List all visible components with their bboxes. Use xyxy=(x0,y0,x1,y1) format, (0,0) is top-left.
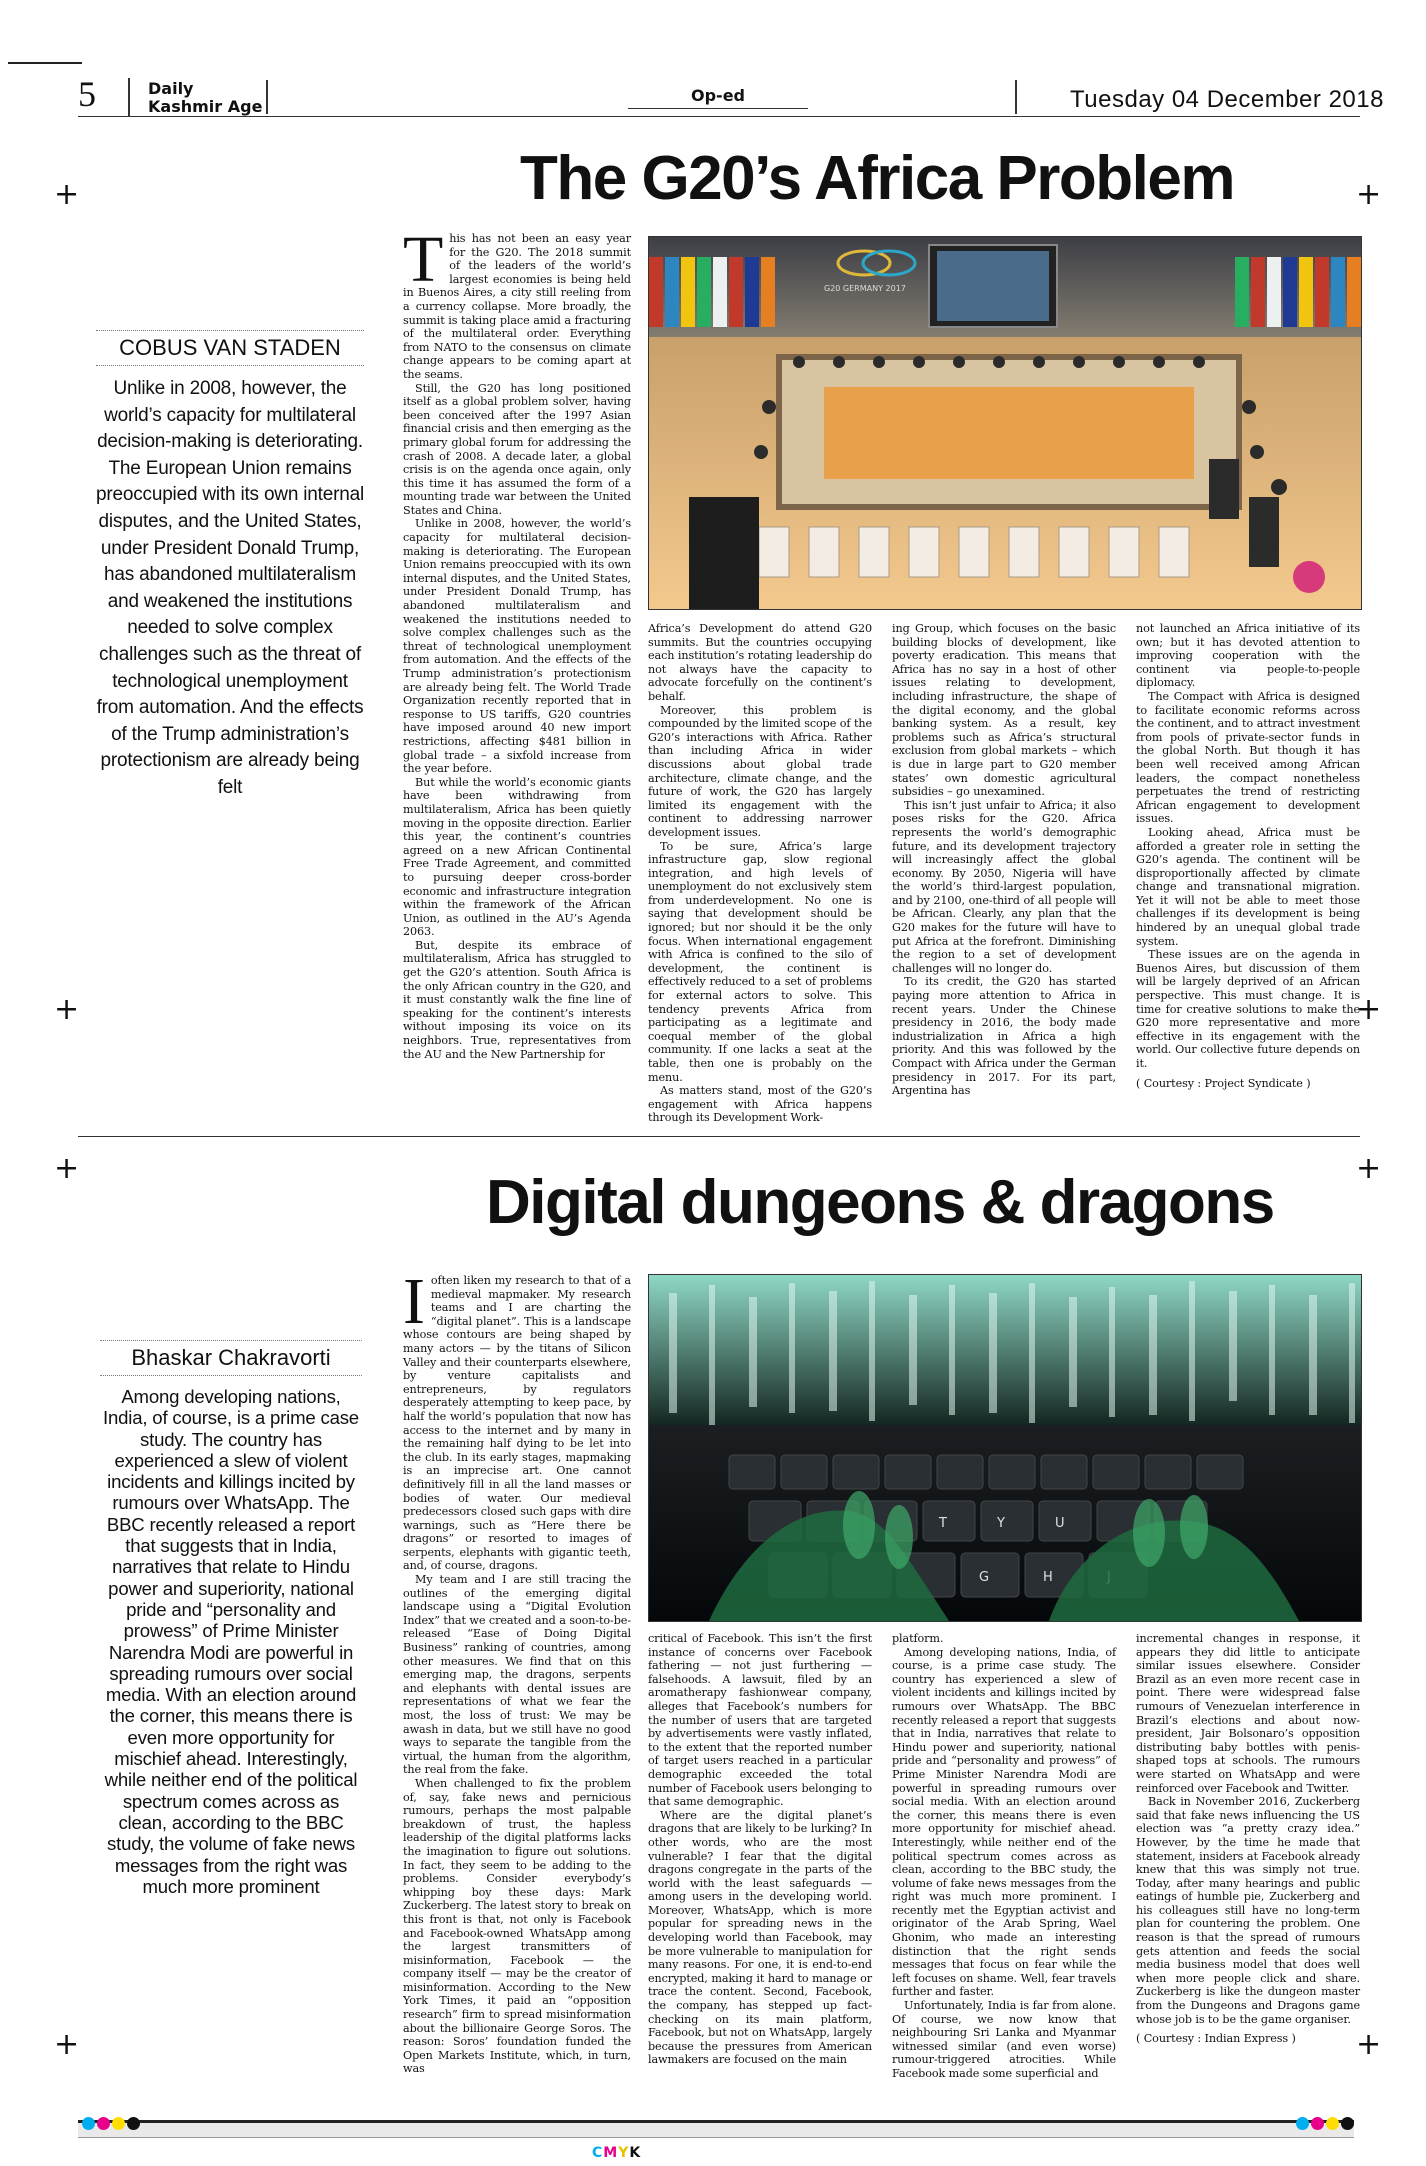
article1-author: COBUS VAN STADEN xyxy=(96,330,364,366)
registration-mark: + xyxy=(54,992,80,1027)
black-dot xyxy=(1341,2117,1354,2130)
article1-paragraph: Looking ahead, Africa must be afforded a greater role in setting the G20’s agenda. The continent will be disproportionally affected by climate change and transnational migration. Yet it will not be able to meet those challenges if its development is being hindered by an unequal global trade system. xyxy=(1136,825,1360,948)
registration-mark: + xyxy=(1356,177,1382,212)
key-label: T xyxy=(939,1516,947,1531)
article2-pull-quote: Among developing nations, India, of course, is a prime case study. The country has experienced a slew of violent incidents and killings incited by rumours over WhatsApp. The BBC recently released a report that suggests that in India, narratives that relate to Hindu power and superiority, national pride and “personality and prowess” of Prime Minister Narendra Modi are powerful in spreading rumours over social media. With an election around the corner, this means there is even more opportunity for mischief ahead. Interestingly, while neither end of the political spectrum comes across as clean, according to the BBC study, the volume of fake news messages from the right was much more prominent xyxy=(103,1386,359,1897)
page-number: 5 xyxy=(78,74,96,114)
article2-photo-keyboard xyxy=(648,1274,1362,1622)
article2-credit: ( Courtesy : Indian Express ) xyxy=(1136,2032,1296,2046)
article2-paragraph: critical of Facebook. This isn’t the first instance of concerns over Facebook fathering — not just furthering — falsehoods. A lawsuit, filed by an aromatherapy fashionwear company, alleges that Facebook’s numbers for the number of users that are targeted by advertisements were vastly inflated, to the extent that the reported number of target users reached in a particular demographic exceeded the total number of Facebook users belonging to that same demographic. xyxy=(648,1632,872,1809)
article2-column-3 xyxy=(892,1632,1116,2102)
article1-paragraph: Still, the G20 has long positioned itself as a global problem solver, having been conceived after the 1997 Asian financial crisis and then emerging as the primary global forum for addressing the crash of 2008. A decade later, a global crisis is on the agenda once again, only this time it has assumed the form of a mounting trade war between the United States and China. xyxy=(403,381,631,517)
cmyk-letter-m: M xyxy=(603,2145,619,2161)
top-rule xyxy=(8,62,82,64)
masthead-divider xyxy=(1015,80,1017,114)
article1-column-1 xyxy=(403,223,631,1084)
yellow-dot xyxy=(112,2117,125,2130)
article1-paragraph: These issues are on the agenda in Buenos Aires, but discussion of them will be largely deprived of an African perspective. This must change. It is time for creative solutions to make the G20 more representative and more effective in its engagement with the world. Our collective future depends on it. xyxy=(1136,948,1360,1070)
magenta-dot xyxy=(97,2117,110,2130)
cmyk-letter-y: Y xyxy=(618,2145,630,2161)
article2-paragraph: When challenged to fix the problem of, say, fake news and pernicious rumours, perhaps the most palpable breakdown of trust, the hapless leadership of the digital platforms lacks the imagination to figure out solutions. In fact, they seem to be adding to the problems. Consider everybody’s whipping boy these days: Mark Zuckerberg. The latest story to break on this front is that, not only is Facebook and Facebook-owned WhatsApp among the largest transmitters of misinformation, Facebook — the company itself — may be the creator of misinformation. According to the New York Times, it paid an “opposition research” firm to spread misinformation about the billionaire George Soros. The reason: Soros’ foundation funded the Open Markets Institute, which, in turn, was xyxy=(403,1776,631,2076)
article2-dropcap: I xyxy=(403,1265,425,1338)
article1-photo-g20-summit xyxy=(648,236,1362,610)
key-label: H xyxy=(1043,1570,1053,1585)
article2-paragraph: Among developing nations, India, of course, is a prime case study. The country has experienced a slew of violent incidents and killings incited by rumours over WhatsApp. The BBC recently released a report that suggests that in India, narratives that relate to Hindu power and superiority, national pride and “personality and prowess” of Prime Minister Narendra Modi are powerful in spreading rumours over social media. With an election around the corner, this means there is even more opportunity for mischief ahead. Interestingly, while neither end of the political spectrum comes across as clean, according to the BBC study, the volume of fake news messages from the right was much more prominent. I recently met the Egyptian activist and originator of the Arab Spring, Wael Ghonim, who made an interesting distinction that the right sends messages that focus on fear while the left focuses on shame. Well, fear travels further and faster. xyxy=(892,1645,1116,1999)
article1-column-2 xyxy=(648,622,872,1125)
magenta-dot xyxy=(1311,2117,1324,2130)
key-label: Y xyxy=(997,1516,1005,1531)
cmyk-letter-c: C xyxy=(592,2145,604,2161)
article1-paragraph: The Compact with Africa is designed to facilitate economic reforms across the continent, and to attract investment from pools of private-sector funds in the global North. But though it has been well received among African leaders, the compact nonetheless perpetuates the trend of restricting African engagement to development issues. xyxy=(1136,689,1360,826)
article1-pull-quote: Unlike in 2008, however, the world’s capacity for multilateral decision-making is deteriorating. The European Union remains preoccupied with its own internal disputes, and the United States, under President Donald Trump, has abandoned multilateralism and weakened the institutions needed to solve complex challenges such as the threat of technological unemployment from automation. And the effects of the Trump administration’s protectionism are already being felt xyxy=(96,378,364,798)
article1-paragraph: To its credit, the G20 has started paying more attention to Africa in recent years. Under the Chinese presidency in 2016, the body made industrialization in Africa a high priority. And this was followed by the Compact with Africa under the German presidency in 2017. For its part, Argentina has xyxy=(892,975,1116,1098)
article1-paragraph: ing Group, which focuses on the basic building blocks of development, like poverty eradication. This means that Africa has no say in a host of other issues relating to development, including infrastructure, the shape of the digital economy, and the global banking system. As a result, key problems such as Africa’s structural exclusion from global markets – which is due in large part to G20 member states’ own domestic agricultural subsidies – go unexamined. xyxy=(892,622,1116,799)
article2-column-2 xyxy=(648,1632,872,2102)
paper-name-line1: Daily xyxy=(148,79,194,98)
cmyk-label xyxy=(592,2145,641,2161)
color-registration-bar xyxy=(78,2120,1354,2138)
article2-paragraph: platform. xyxy=(892,1632,944,1645)
cyan-dot xyxy=(1296,2117,1309,2130)
yellow-dot xyxy=(1326,2117,1339,2130)
key-label: G xyxy=(979,1570,990,1585)
article2-author-block xyxy=(100,1340,362,1897)
article2-paragraph: Back in November 2016, Zuckerberg said that fake news influencing the US election was “a pretty crazy idea.” However, by the time he made that statement, insiders at Facebook already knew that this was simply not true. Today, after many hearings and public eatings of humble pie, Zuckerberg and his colleagues still have no long-term plan for countering the problem. One reason is that the spread of rumours gets attention and feeds the social media business model that does well when more people click and share. Zuckerberg is like the dungeon master from the Dungeons and Dragons game whose job is to be the game organiser. xyxy=(1136,1795,1360,2026)
article2-author: Bhaskar Chakravorti xyxy=(100,1340,362,1376)
masthead-divider xyxy=(266,80,268,114)
masthead-divider xyxy=(128,78,130,116)
article1-headline: The G20’s Africa Problem xyxy=(520,144,1234,213)
black-dot xyxy=(127,2117,140,2130)
article1-paragraph: Africa’s Development do attend G20 summits. But the countries occupying each institution’s rotating leadership do not always have the capacity to advocate forcefully on the continent’s behalf. xyxy=(648,622,872,703)
registration-mark: + xyxy=(54,177,80,212)
cmyk-letter-k: K xyxy=(629,2145,642,2161)
article2-column-4 xyxy=(1136,1632,1360,2102)
article1-column-4 xyxy=(1136,622,1360,1090)
article2-paragraph: Unfortunately, India is far from alone. Of course, we now know that neighbouring Sri Lanka and Myanmar witnessed similar (and even worse) rumour-triggered atrocities. While Facebook made some superficial and xyxy=(892,1999,1116,2080)
key-label: U xyxy=(1055,1516,1065,1531)
article1-credit: ( Courtesy : Project Syndicate ) xyxy=(1136,1076,1311,1090)
date-line: Tuesday 04 December 2018 xyxy=(1070,86,1384,113)
article1-paragraph: As matters stand, most of the G20’s engagement with Africa happens through its Development Work- xyxy=(648,1084,872,1125)
article2-headline: Digital dungeons & dragons xyxy=(486,1168,1274,1237)
registration-mark: + xyxy=(1356,992,1382,1027)
article1-paragraph: Moreover, this problem is compounded by the limited scope of the G20’s interactions with Africa. Rather than including Africa in wider discussions about global trade architecture, climate change, and the future of work, the G20 has largely limited its engagement with the continent to addressing narrower development issues. xyxy=(648,703,872,839)
article1-paragraph: his has not been an easy year for the G20. The 2018 summit of the leaders of the world’s largest economies is being held in Buenos Aires, a city still reeling from a currency collapse. More broadly, the summit is taking place amid a fracturing of the multilateral order. Everything from NATO to the consensus on climate change appears to be coming apart at the seams. xyxy=(403,232,631,381)
keyboard-illustration xyxy=(649,1275,1361,1621)
article1-paragraph: Unlike in 2008, however, the world’s capacity for multilateral decision-making is deteriorating. The European Union remains preoccupied with its own internal disputes, and the United States, under President Donald Trump, has abandoned multilateralism and weakened the institutions needed to solve complex challenges such as the threat of technological unemployment from automation. And the effects of the Trump administration’s protectionism are already being felt. The World Trade Organization recently reported that in response to US tariffs, G20 countries have imposed around 40 new import restrictions, affecting $481 billion in global trade – a sixfold increase from the year before. xyxy=(403,517,631,776)
article-divider xyxy=(78,1136,1360,1137)
article1-paragraph: To be sure, Africa’s large infrastructure gap, slow regional integration, and high levels of unemployment do not exclusively stem from underdevelopment. No one is saying that development should be ignored; but nor should it be the only focus. When international engagement with Africa is confined to the silo of development, the continent is effectively reduced to a set of problems for external actors to solve. This tendency prevents Africa from participating as a legitimate and coequal member of the global community. If one lacks a seat at the table, then one is probably on the menu. xyxy=(648,839,872,1084)
article1-paragraph: This isn’t just unfair to Africa; it also poses risks for the G20. Africa represents the world’s demographic future, and its development trajectory will increasingly affect the global economy. By 2050, Nigeria will have the world’s third-largest population, and by 2100, one-third of all people will be African. Clearly, any plan that the G20 makes for the future will have to put Africa at the forefront. Diminishing the region to a set of development challenges will no longer do. xyxy=(892,798,1116,975)
paper-name xyxy=(148,80,262,116)
paper-name-line2: Kashmir Age xyxy=(148,97,263,116)
article1-author-block xyxy=(96,330,364,802)
article1-column-3 xyxy=(892,622,1116,1098)
registration-mark: + xyxy=(1356,1151,1382,1186)
article2-paragraph: incremental changes in response, it appears they did little to anticipate similar issues elsewhere. Consider Brazil as an even more recent case in point. There were widespread false rumours of Venezuelan interference in Brazil’s elections and about now-president, Jair Bolsonaro’s opposition distributing baby bottles with penis-shaped tops at schools. The rumours were started on WhatsApp and were reinforced over Facebook and Twitter. xyxy=(1136,1632,1360,1795)
article2-paragraph: often liken my research to that of a medieval mapmaker. My research teams and I are charting the “digital planet”. This is a landscape whose contours are being shaped by many actors — by the titans of Silicon Valley and their counterparts elsewhere, by venture capitalists and entrepreneurs, by regulators desperately attempting to keep pace, by half the world’s population that now has access to the internet and by many in the remaining half dying to be let into the club. In its early stages, mapmaking is an imprecise art. One cannot definitively fill in all the land masses or bodies of water. Our medieval predecessors closed such gaps with dire warnings, such as “Here there be dragons” or resorted to images of serpents, elephants with gigantic teeth, and, of course, dragons. xyxy=(403,1274,631,1573)
registration-mark: + xyxy=(1356,2027,1382,2062)
section-label: Op-ed xyxy=(628,86,808,109)
article2-paragraph: My team and I are still tracing the outlines of the emerging digital landscape using a “Digital Evolution Index” that we created and a soon-to-be-released “Ease of Doing Digital Business” ranking of countries, among other measures. We find that on this emerging map, the dragons, serpents and elephants with dental issues are representations of what we fear the most, the loss of trust: We may be awash in data, but we still have no good ways to separate the tangible from the virtual, the human from the algorithm, the real from the fake. xyxy=(403,1573,631,1777)
registration-mark: + xyxy=(54,2027,80,2062)
registration-mark: + xyxy=(54,1151,80,1186)
article1-paragraph: But while the world’s economic giants have been withdrawing from multilateralism, Africa has been quietly moving in the opposite direction. Earlier this year, the continent’s countries agreed on a new African Continental Free Trade Agreement, and committed to pursuing deeper cross-border economic and infrastructure integration within the framework of the African Union, as outlined in the AU’s Agenda 2063. xyxy=(403,775,631,939)
masthead-rule xyxy=(78,116,1360,117)
article1-paragraph: not launched an Africa initiative of its own; but it has devoted attention to improving cooperation with the continent via people-to-people diplomacy. xyxy=(1136,622,1360,690)
article2-paragraph: Where are the digital planet’s dragons that are likely to be lurking? In other words, who are the most vulnerable? I fear that the digital dragons congregate in the parts of the world with the least safeguards — among users in the developing world. Moreover, WhatsApp, which is more popular for spreading news in the developing world than Facebook, may be more vulnerable to manipulation for many reasons. For one, it is end-to-end encrypted, making it hard to manage or trace the content. Second, Facebook, the company, has stepped up fact-checking on its main platform, Facebook, but not on WhatsApp, largely because the pressures from American lawmakers are focused on the main xyxy=(648,1808,872,2067)
article1-dropcap: T xyxy=(403,223,444,296)
g20-summit-illustration xyxy=(649,237,1361,609)
cyan-dot xyxy=(82,2117,95,2130)
photo-event-label: G20 GERMANY 2017 xyxy=(824,284,906,293)
article1-paragraph: But, despite its embrace of multilateralism, Africa has struggled to get the G20’s attention. South Africa is the only African country in the G20, and it must constantly walk the fine line of speaking for the continent’s interests without imposing its voice on its neighbors. True, representatives from the AU and the New Partnership for xyxy=(403,938,631,1061)
article2-column-1 xyxy=(403,1265,631,2102)
